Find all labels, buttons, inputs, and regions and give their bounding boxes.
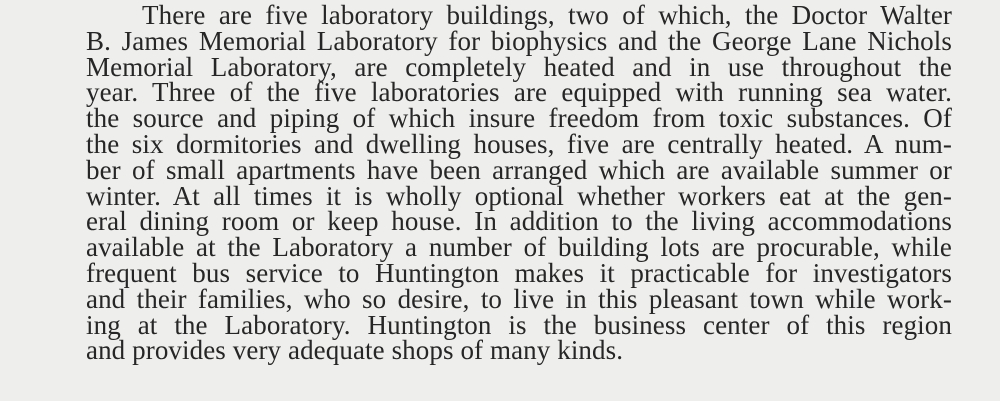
text-line: and their families, who so desire, to live in this pleasant town while work- [86, 283, 952, 314]
text-line: Memorial Laboratory, are completely heated and in use throughout the [86, 51, 952, 82]
text-line: ber of small apartments have been arranged which are available summer or [86, 154, 952, 185]
text-line: B. James Memorial Laboratory for biophysics and the George Lane Nichols [86, 25, 952, 56]
text-line: frequent bus service to Huntington makes it practicable for investigators [86, 257, 952, 288]
text-line: and provides very adequate shops of many kinds. [86, 335, 624, 366]
text-line: year. Three of the five laboratories are equipped with running sea water. [86, 77, 952, 108]
text-line: available at the Laboratory a number of building lots are procurable, while [86, 232, 952, 263]
text-line: ing at the Laboratory. Huntington is the business center of this region [86, 309, 952, 340]
text-line: eral dining room or keep house. In addition to the living accommodations [86, 206, 952, 237]
text-line: winter. At all times it is wholly optional whether workers eat at the gen- [86, 180, 952, 211]
text-line: the six dormitories and dwelling houses, five are centrally heated. A num- [86, 128, 952, 159]
text-line: the source and piping of which insure freedom from toxic substances. Of [86, 103, 952, 134]
paragraph [86, 0, 952, 366]
text-line: There are five laboratory buildings, two of which, the Doctor Walter [142, 0, 952, 30]
